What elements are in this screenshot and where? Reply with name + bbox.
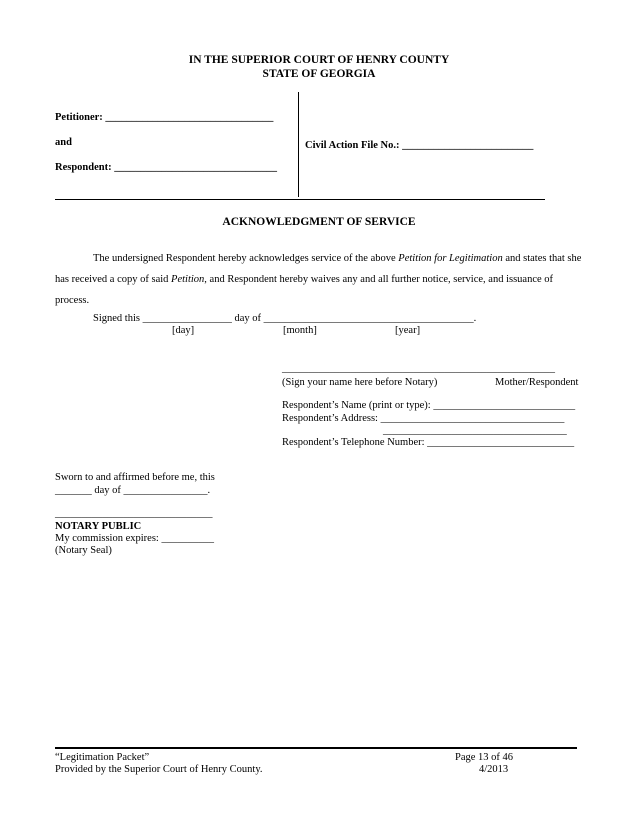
month-label: [month] <box>283 325 317 336</box>
respondent-field: Respondent: _______________________________ <box>55 162 277 173</box>
petition-title: Petition for Legitimation <box>398 253 503 264</box>
caption-divider <box>298 92 299 197</box>
commission-expires-field: My commission expires: __________ <box>55 533 214 544</box>
body-text: The undersigned Respondent hereby acknowledges service of the above <box>93 253 399 264</box>
footer-date: 4/2013 <box>479 764 509 775</box>
sworn-text: Sworn to and affirmed before me, this <box>55 472 215 483</box>
sign-here-label: (Sign your name here before Notary) <box>282 377 438 388</box>
caption-underline <box>55 199 545 200</box>
signature-line: ____________________________________________________ <box>282 363 555 374</box>
body-text: , and Respondent hereby waives any and all further notice, service, and issuance of <box>204 274 554 285</box>
footer-packet-name: “Legitimation Packet” <box>55 752 150 763</box>
and-label: and <box>55 137 72 148</box>
sworn-date-line: _______ day of ________________. <box>55 485 211 496</box>
respondent-address-line-2: ___________________________________ <box>383 425 567 436</box>
day-label: [day] <box>172 325 195 336</box>
notary-public-label: NOTARY PUBLIC <box>55 521 142 532</box>
court-heading: IN THE SUPERIOR COURT OF HENRY COUNTY <box>188 54 450 66</box>
respondent-name-field: Respondent’s Name (print or type): ___________________________ <box>282 400 576 411</box>
body-line-2 <box>55 274 553 285</box>
footer-provider: Provided by the Superior Court of Henry County. <box>55 764 263 775</box>
body-text: has received a copy of said <box>55 274 172 285</box>
body-text: and states that she <box>502 253 582 264</box>
respondent-address-field: Respondent’s Address: ___________________________________ <box>282 413 565 424</box>
body-line-3: process. <box>55 295 90 306</box>
document-title: ACKNOWLEDGMENT OF SERVICE <box>222 216 416 228</box>
petitioner-field: Petitioner: ________________________________ <box>55 112 274 123</box>
footer-page-number: Page 13 of 46 <box>455 752 514 763</box>
footer-rule <box>55 747 577 749</box>
role-label: Mother/Respondent <box>495 377 579 388</box>
civil-action-field: Civil Action File No.: _________________________ <box>305 140 534 151</box>
notary-signature-line: ______________________________ <box>55 508 213 519</box>
petition-word: Petition <box>171 274 205 285</box>
state-heading: STATE OF GEORGIA <box>262 68 376 80</box>
body-line-1 <box>93 253 581 264</box>
respondent-phone-field: Respondent’s Telephone Number: ____________________________ <box>282 437 575 448</box>
signed-line: Signed this _________________ day of ________________________________________. <box>93 313 477 324</box>
notary-seal-label: (Notary Seal) <box>55 545 112 556</box>
year-label: [year] <box>395 325 421 336</box>
